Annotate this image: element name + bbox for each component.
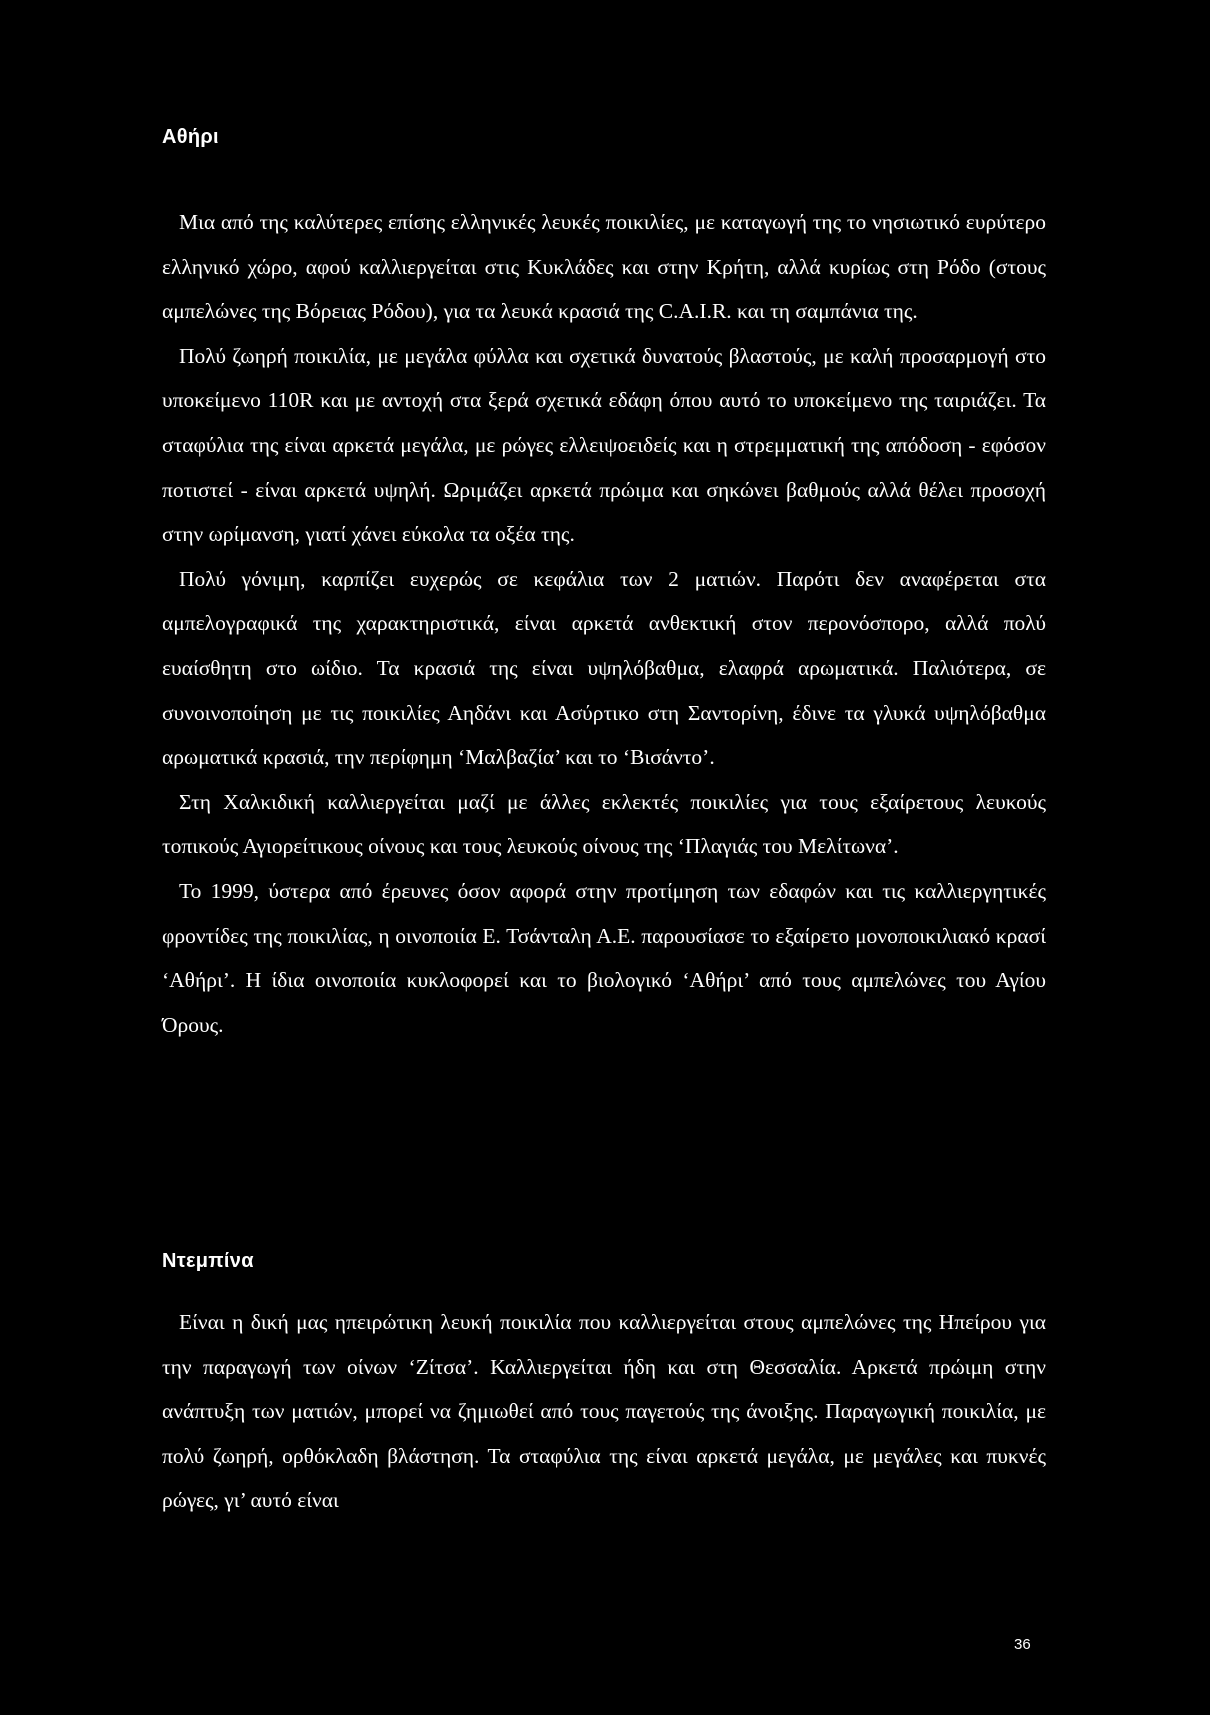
section-heading-ntempina: Ντεμπίνα xyxy=(162,1250,254,1272)
paragraph: Πολύ γόνιμη, καρπίζει ευχερώς σε κεφάλια των 2 ματιών. Παρότι δεν αναφέρεται στα αμπελογραφικά της χαρακτηριστικά, είναι αρκετά ανθεκτική στον περονόσπορο, αλλά πολύ ευαίσθητη στο ωίδιο. Τα κρασιά της είναι υψηλόβαθμα, ελαφρά αρωματικά. Παλιότερα, σε συνοινοποίηση με τις ποικιλίες Αηδάνι και Ασύρτικο στη Σαντορίνη, έδινε τα γλυκά υψηλόβαθμα αρωματικά κρασιά, την περίφημη ‘Μαλβαζία’ και το ‘Βισάντο’. xyxy=(162,566,1046,770)
paragraph: Πολύ ζωηρή ποικιλία, με μεγάλα φύλλα και σχετικά δυνατούς βλαστούς, με καλή προσαρμογή στο υποκείμενο 110R και με αντοχή στα ξερά σχετικά εδάφη όπου αυτό το υποκείμενο της ταιριάζει. Τα σταφύλια της είναι αρκετά μεγάλα, με ρώγες ελλειψοειδείς και η στρεμματική της απόδοση - εφόσον ποτιστεί - είναι αρκετά υψηλή. Ωριμάζει αρκετά πρώιμα και σηκώνει βαθμούς αλλά θέλει προσοχή στην ωρίμανση, γιατί χάνει εύκολα τα οξέα της. xyxy=(162,343,1046,547)
page-number: 36 xyxy=(1014,1636,1031,1653)
section-heading-athiri: Αθήρι xyxy=(162,126,219,148)
paragraph: Στη Χαλκιδική καλλιεργείται μαζί με άλλες εκλεκτές ποικιλίες για τους εξαίρετους λευκούς τοπικούς Αγιορείτικους οίνους και τους λευκούς οίνους της ‘Πλαγιάς του Μελίτωνα’. xyxy=(162,789,1046,859)
paragraph: Μια από της καλύτερες επίσης ελληνικές λευκές ποικιλίες, με καταγωγή της το νησιωτικό ευρύτερο ελληνικό χώρο, αφού καλλιεργείται στις Κυκλάδες και στην Κρήτη, αλλά κυρίως στη Ρόδο (στους αμπελώνες της Βόρειας Ρόδου), για τα λευκά κρασιά της C.A.I.R. και τη σαμπάνια της. xyxy=(162,210,1046,324)
section-body-athiri xyxy=(162,200,1046,1047)
paragraph: Είναι η δική μας ηπειρώτικη λευκή ποικιλία που καλλιεργείται στους αμπελώνες της Ηπείρου για την παραγωγή των οίνων ‘Ζίτσα’. Καλλιεργείται ήδη και στη Θεσσαλία. Αρκετά πρώιμη στην ανάπτυξη των ματιών, μπορεί να ζημιωθεί από τους παγετούς της άνοιξης. Παραγωγική ποικιλία, με πολύ ζωηρή, ορθόκλαδη βλάστηση. Τα σταφύλια της είναι αρκετά μεγάλα, με μεγάλες και πυκνές ρώγες, γι’ αυτό είναι xyxy=(162,1310,1046,1513)
section-body-ntempina xyxy=(162,1300,1046,1523)
paragraph: Το 1999, ύστερα από έρευνες όσον αφορά στην προτίμηση των εδαφών και τις καλλιεργητικές φροντίδες της ποικιλίας, η οινοποιία Ε. Τσάνταλη Α.Ε. παρουσίασε το εξαίρετο μονοποικιλιακό κρασί ‘Αθήρι’. Η ίδια οινοποιία κυκλοφορεί και το βιολογικό ‘Αθήρι’ από τους αμπελώνες του Αγίου Όρους. xyxy=(162,878,1046,1037)
